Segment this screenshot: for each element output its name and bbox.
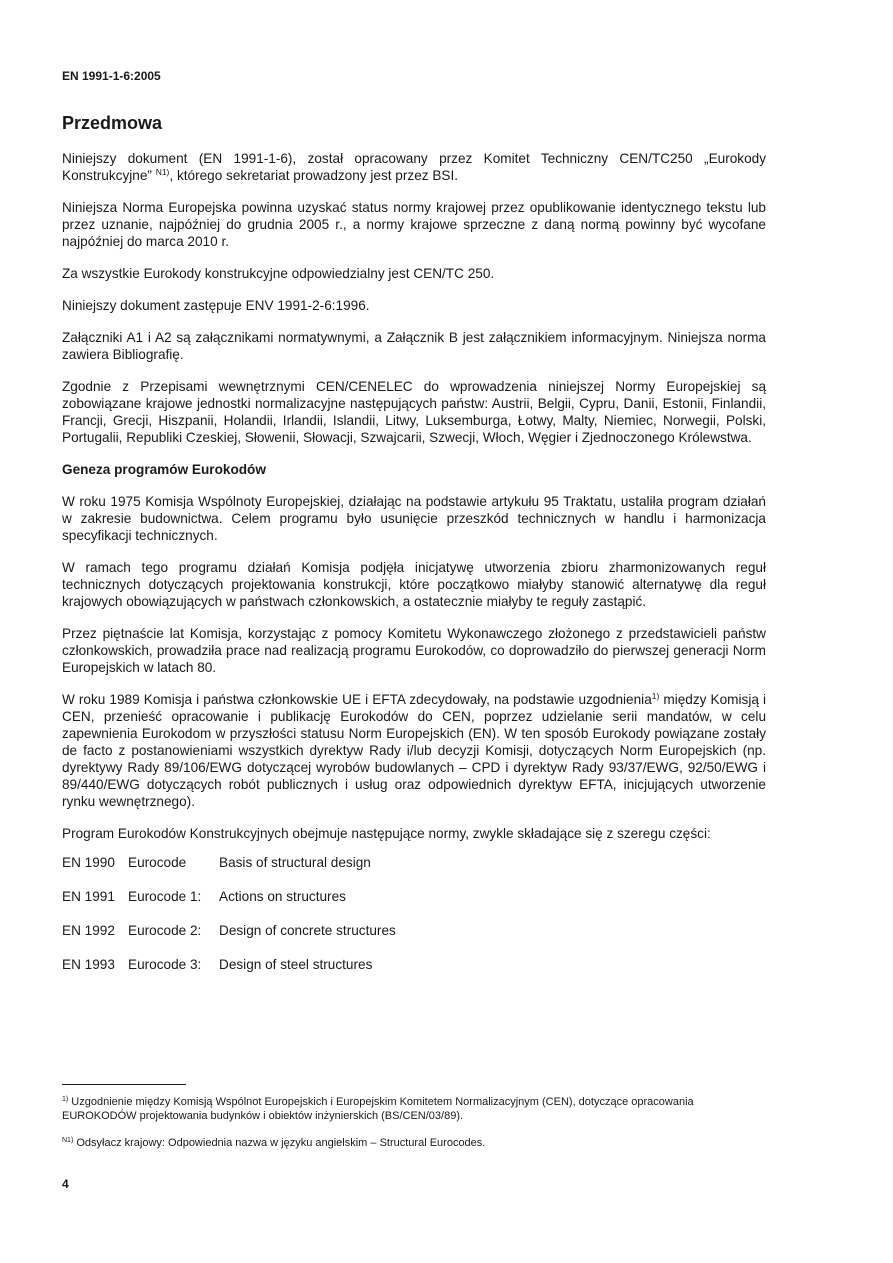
footnote-n1: [62, 1136, 766, 1150]
eurocode-list: [62, 854, 766, 990]
paragraph-1: [62, 150, 766, 184]
eurocode-description: Actions on structures: [219, 889, 346, 904]
paragraph-4: Niniejszy dokument zastępuje ENV 1991-2-6:1996.: [62, 298, 370, 313]
paragraph-11: Program Eurokodów Konstrukcyjnych obejmuje następujące normy, zwykle składające się z szeregu części:: [62, 826, 711, 841]
paragraph-9: Przez piętnaście lat Komisja, korzystając z pomocy Komitetu Wykonawczego złożonego z przedstawicieli państw członkowskich, prowadziła prace nad realizacją programu Eurokodów, co doprowadziło do pierwszej generacji Norm Europejskich w latach 80.: [62, 626, 766, 675]
eurocode-number: EN 1991: [62, 889, 115, 904]
eurocode-name: Eurocode 3:: [128, 957, 202, 972]
eurocode-name: Eurocode 1:: [128, 889, 202, 904]
paragraph-7: W roku 1975 Komisja Wspólnoty Europejskiej, działając na podstawie artykułu 95 Traktatu, ustaliła program działań w zakresie budownictwa. Celem programu było usunięcie przeszkód technicznych w handlu i harmonizacja specyfikacji technicznych.: [62, 494, 766, 543]
footnote-1-text: Uzgodnienie między Komisją Wspólnot Europejskich i Europejskim Komitetem Normalizacyjnym (CEN), dotyczące opracowania EUROKODÓW projektowania budynków i obiektów inżynierskich (BS/CEN/03/89).: [62, 1096, 694, 1122]
footnotes: [62, 1095, 766, 1163]
eurocode-list-item: [62, 888, 766, 922]
page-number: 4: [62, 1177, 69, 1191]
paragraph-2: Niniejsza Norma Europejska powinna uzyskać status normy krajowej przez opublikowanie identycznego tekstu lub przez uznanie, najpóźniej do grudnia 2005 r., a normy krajowe sprzeczne z daną normą powinny być wycofane najpóźniej do marca 2010 r.: [62, 200, 766, 249]
eurocode-number: EN 1992: [62, 923, 115, 938]
document-body: [62, 150, 766, 990]
footnote-n1-text: Odsyłacz krajowy: Odpowiednia nazwa w języku angielskim – Structural Eurocodes.: [73, 1137, 486, 1149]
paragraph-1-text-end: , którego sekretariat prowadzony jest przez BSI.: [169, 168, 459, 183]
document-id-header: EN 1991-1-6:2005: [62, 69, 161, 83]
eurocode-number: EN 1990: [62, 855, 115, 870]
eurocode-list-item: [62, 854, 766, 888]
eurocode-description: Design of concrete structures: [219, 923, 396, 938]
paragraph-3: Za wszystkie Eurokody konstrukcyjne odpowiedzialny jest CEN/TC 250.: [62, 266, 495, 281]
paragraph-8: W ramach tego programu działań Komisja podjęła inicjatywę utworzenia zbioru zharmonizowanych reguł technicznych dotyczących projektowania konstrukcji, które początkowo miałyby stanowić alternatywę dla reguł krajowych obowiązujących w państwach członkowskich, a ostatecznie miałyby te reguły zastąpić.: [62, 560, 766, 609]
page-title: Przedmowa: [62, 113, 163, 133]
eurocode-list-item: [62, 956, 766, 990]
paragraph-1-text: Niniejszy dokument (EN 1991-1-6), został opracowany przez Komitet Techniczny CEN/TC250 „Eurokody Konstrukcyjne”: [62, 151, 766, 183]
footnote-1-mark: 1): [62, 1096, 69, 1103]
eurocode-name: Eurocode: [128, 855, 187, 870]
paragraph-10: [62, 691, 766, 810]
paragraph-10-text-end: między Komisją i CEN, przenieść opracowanie i publikację Eurokodów do CEN, poprzez udzielanie serii mandatów, w celu zapewnienia Eurokodom w przyszłości statusu Norm Europejskich (EN). W ten sposób Eurokody powiązane zostały de facto z postanowieniami wszystkich dyrektyw Rady i/lub decyzji Komisji, dotyczących Norm Europejskich (np. dyrektywy Rady 89/106/EWG dotyczącej wyrobów budowlanych – CPD i dyrektyw Rady 93/37/EWG, 92/50/EWG i 89/440/EWG dotyczących robót publicznych i usług oraz odpowiednich dyrektyw EFTA, inicjujących utworzenie rynku wewnętrznego).: [62, 692, 766, 809]
footnote-ref-n1[interactable]: N1): [155, 167, 170, 177]
section-heading: Geneza programów Eurokodów: [62, 462, 266, 477]
footnote-ref-1[interactable]: 1): [651, 691, 660, 701]
eurocode-name: Eurocode 2:: [128, 923, 202, 938]
eurocode-list-item: [62, 922, 766, 956]
footnote-1: [62, 1095, 766, 1123]
eurocode-number: EN 1993: [62, 957, 115, 972]
footnote-divider: [62, 1084, 186, 1085]
paragraph-5: Załączniki A1 i A2 są załącznikami normatywnymi, a Załącznik B jest załącznikiem informacyjnym. Niniejsza norma zawiera Bibliografię.: [62, 330, 766, 362]
paragraph-6: Zgodnie z Przepisami wewnętrznymi CEN/CENELEC do wprowadzenia niniejszej Normy Europejskiej są zobowiązane krajowe jednostki normalizacyjne następujących państw: Austrii, Belgii, Cypru, Danii, Estonii, Finlandii, Francji, Grecji, Hiszpanii, Holandii, Irlandii, Islandii, Litwy, Luksemburga, Łotwy, Malty, Niemiec, Norwegii, Polski, Portugalii, Republiki Czeskiej, Słowenii, Słowacji, Szwajcarii, Szwecji, Włoch, Węgier i Zjednoczonego Królewstwa.: [62, 379, 766, 445]
footnote-n1-mark: N1): [62, 1137, 74, 1144]
eurocode-description: Design of steel structures: [219, 957, 373, 972]
paragraph-10-text: W roku 1989 Komisja i państwa członkowskie UE i EFTA zdecydowały, na podstawie uzgodnienia: [62, 692, 652, 707]
eurocode-description: Basis of structural design: [219, 855, 371, 870]
